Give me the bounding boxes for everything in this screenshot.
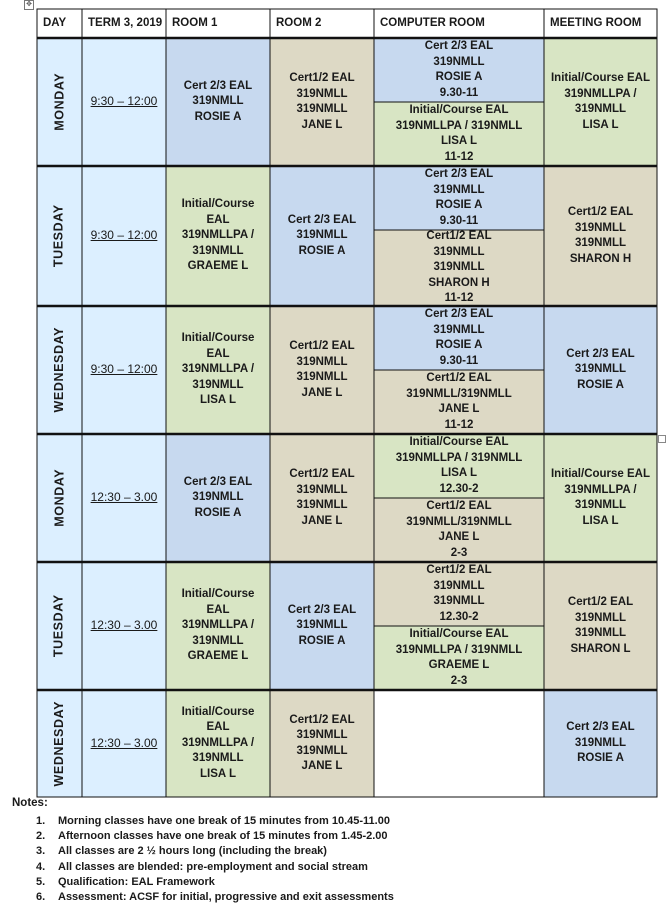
meeting-room-class: Cert1/2 EAL 319NMLL 319NMLL SHARON H [544, 166, 657, 306]
note-item [36, 829, 394, 844]
note-text: All classes are blended: pre-employment and social stream [58, 860, 368, 873]
computer-room-class-early: Cert 2/3 EAL 319NMLL ROSIE A 9.30-11 [374, 166, 544, 230]
room1-class: Initial/Course EAL 319NMLLPA / 319NMLL LISA L [166, 690, 270, 797]
computer-room-class-early: Initial/Course EAL 319NMLLPA / 319NMLL LISA L 12.30-2 [374, 434, 544, 498]
table-move-handle[interactable]: ✥ [24, 0, 34, 10]
note-item [36, 875, 394, 890]
room1-class: Cert 2/3 EAL 319NMLL ROSIE A [166, 38, 270, 166]
header-room2: ROOM 2 [276, 16, 322, 29]
day-label: MONDAY [51, 468, 66, 528]
day-label: TUESDAY [51, 594, 66, 658]
note-item [36, 890, 394, 905]
room2-class: Cert1/2 EAL 319NMLL 319NMLL JANE L [270, 38, 374, 166]
computer-room-class-late: Cert1/2 EAL 319NMLL 319NMLL SHARON H 11-12 [374, 230, 544, 306]
room1-class: Cert 2/3 EAL 319NMLL ROSIE A [166, 434, 270, 562]
header-term: TERM 3, 2019 [88, 16, 163, 29]
note-item [36, 844, 394, 859]
computer-room-class-late: Initial/Course EAL 319NMLLPA / 319NMLL GRAEME L 2-3 [374, 626, 544, 690]
computer-room-class-early: Cert 2/3 EAL 319NMLL ROSIE A 9.30-11 [374, 306, 544, 370]
time-label: 12:30 – 3.00 [90, 618, 158, 633]
computer-room-class-late: Cert1/2 EAL 319NMLL/319NMLL JANE L 11-12 [374, 370, 544, 434]
header-meeting-room: MEETING ROOM [550, 16, 642, 29]
day-label: WEDNESDAY [51, 700, 66, 787]
time-label: 12:30 – 3.00 [90, 735, 158, 750]
note-number: 5. [36, 875, 46, 888]
note-number: 6. [36, 890, 46, 903]
computer-room-class-early: Cert1/2 EAL 319NMLL 319NMLL 12.30-2 [374, 562, 544, 626]
meeting-room-class: Initial/Course EAL 319NMLLPA / 319NMLL LISA L [544, 38, 657, 166]
room2-class: Cert1/2 EAL 319NMLL 319NMLL JANE L [270, 434, 374, 562]
day-label: WEDNESDAY [51, 327, 66, 413]
room2-class: Cert1/2 EAL 319NMLL 319NMLL JANE L [270, 306, 374, 434]
note-number: 1. [36, 815, 46, 827]
day-cell [37, 38, 82, 166]
header-day: DAY [43, 16, 67, 29]
time-label: 9:30 – 12:00 [90, 228, 158, 243]
day-cell [37, 562, 82, 690]
note-number: 2. [36, 830, 46, 843]
meeting-room-class: Initial/Course EAL 319NMLLPA / 319NMLL LISA L [544, 434, 657, 562]
day-cell [37, 306, 82, 434]
header-room1: ROOM 1 [172, 16, 218, 29]
note-item [36, 860, 394, 875]
day-cell [37, 434, 82, 562]
computer-room-empty [374, 690, 544, 797]
meeting-room-class: Cert1/2 EAL 319NMLL 319NMLL SHARON L [544, 562, 657, 690]
notes-list [36, 814, 394, 905]
time-cell [82, 38, 166, 166]
note-text: Afternoon classes have one break of 15 minutes from 1.45-2.00 [58, 830, 388, 843]
room2-class: Cert 2/3 EAL 319NMLL ROSIE A [270, 562, 374, 690]
note-number: 4. [36, 860, 46, 873]
table-resize-handle[interactable] [658, 435, 666, 443]
note-text: All classes are 2 ½ hours long (including the break) [58, 845, 327, 858]
meeting-room-class: Cert 2/3 EAL 319NMLL ROSIE A [544, 690, 657, 797]
time-cell [82, 166, 166, 306]
computer-room-class-early: Cert 2/3 EAL 319NMLL ROSIE A 9.30-11 [374, 38, 544, 102]
meeting-room-class: Cert 2/3 EAL 319NMLL ROSIE A [544, 306, 657, 434]
day-cell [37, 690, 82, 797]
notes-title: Notes: [12, 797, 48, 809]
room1-class: Initial/Course EAL 319NMLLPA / 319NMLL GRAEME L [166, 562, 270, 690]
header-computer-room: COMPUTER ROOM [380, 16, 485, 29]
time-label: 9:30 – 12:00 [90, 362, 158, 377]
room2-class: Cert 2/3 EAL 319NMLL ROSIE A [270, 166, 374, 306]
time-label: 12:30 – 3.00 [90, 490, 158, 505]
computer-room-class-late: Initial/Course EAL 319NMLLPA / 319NMLL LISA L 11-12 [374, 102, 544, 166]
room1-class: Initial/Course EAL 319NMLLPA / 319NMLL GRAEME L [166, 166, 270, 306]
time-cell [82, 434, 166, 562]
time-cell [82, 562, 166, 690]
room1-class: Initial/Course EAL 319NMLLPA / 319NMLL LISA L [166, 306, 270, 434]
computer-room-class-late: Cert1/2 EAL 319NMLL/319NMLL JANE L 2-3 [374, 498, 544, 562]
note-number: 3. [36, 845, 46, 858]
time-cell [82, 306, 166, 434]
note-text: Assessment: ACSF for initial, progressive and exit assessments [58, 890, 394, 903]
day-label: TUESDAY [51, 204, 66, 268]
room2-class: Cert1/2 EAL 319NMLL 319NMLL JANE L [270, 690, 374, 797]
time-cell [82, 690, 166, 797]
day-cell [37, 166, 82, 306]
note-text: Qualification: EAL Framework [58, 875, 215, 888]
time-label: 9:30 – 12:00 [90, 94, 158, 109]
note-item [36, 814, 394, 829]
note-text: Morning classes have one break of 15 minutes from 10.45-11.00 [58, 815, 390, 827]
day-label: MONDAY [51, 72, 66, 132]
